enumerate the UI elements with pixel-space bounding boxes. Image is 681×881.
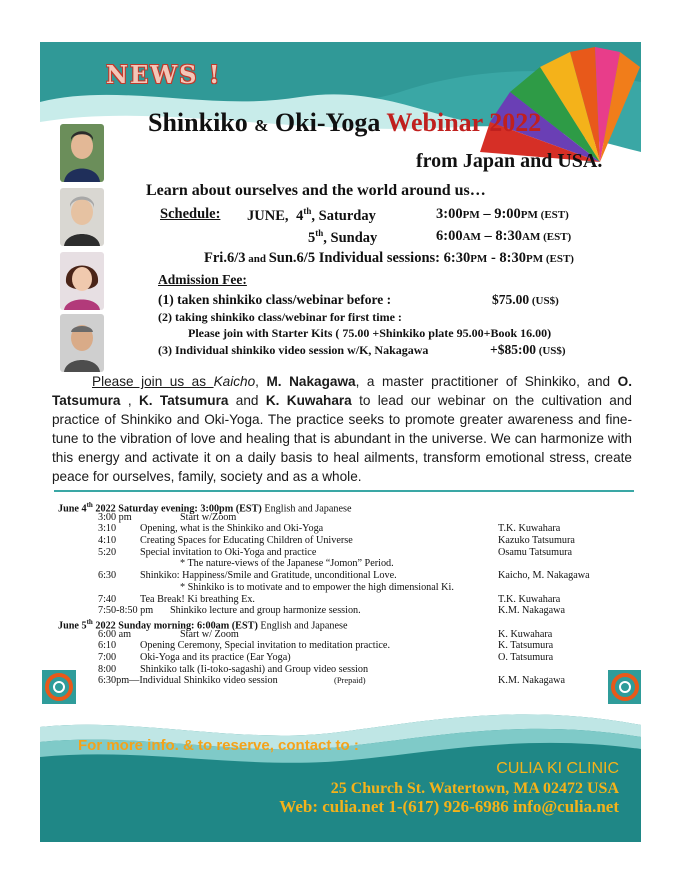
day-heading-date: June 4 bbox=[58, 503, 87, 515]
schedule-item-description: (Prepaid) bbox=[334, 675, 366, 686]
date-weekday: , Saturday bbox=[311, 207, 376, 224]
time-zone: (EST) bbox=[540, 231, 572, 243]
day-heading-suffix: th bbox=[86, 617, 93, 626]
schedule-item-presenter: K. Tatsumura bbox=[498, 640, 554, 652]
time-start: 6:00 bbox=[436, 228, 463, 244]
schedule-item-time: 7:50-8:50 pm bbox=[98, 605, 154, 617]
schedule-item-time: 7:40 bbox=[98, 593, 117, 605]
schedule-item-time: 8:00 bbox=[98, 663, 117, 675]
date-day: 4 bbox=[296, 207, 304, 224]
page-subtitle: from Japan and USA. bbox=[416, 150, 603, 172]
date-suffix: th bbox=[303, 206, 312, 216]
para-kaicho: Kaicho bbox=[213, 374, 256, 389]
day-heading-date: June 5 bbox=[58, 620, 87, 632]
day-heading-suffix: th bbox=[86, 501, 93, 509]
schedule-item-time: 4:10 bbox=[98, 535, 117, 547]
schedule-item-presenter: K.M. Nakagawa bbox=[498, 675, 566, 687]
date-month: JUNE, bbox=[247, 207, 289, 224]
portrait-photo bbox=[60, 124, 104, 182]
fee-price: +$85:00 bbox=[490, 342, 536, 357]
left-ring-icon bbox=[42, 670, 76, 704]
time-meridiem: AM bbox=[522, 231, 541, 243]
title-oki-yoga: Oki-Yoga bbox=[274, 108, 381, 137]
schedule-item-presenter: T.K. Kuwahara bbox=[498, 593, 561, 605]
title-webinar: Webinar 2022 bbox=[386, 108, 542, 137]
time-start: 3:00 bbox=[436, 206, 463, 222]
admission-fee-label: Admission Fee: bbox=[158, 272, 247, 287]
time-end: - 8:30 bbox=[487, 250, 526, 266]
day-heading-time: 2022 Sunday morning: 6:00am (EST) bbox=[92, 620, 258, 632]
schedule-item-presenter: T.K. Kuwahara bbox=[498, 523, 561, 535]
schedule-item-presenter: Kaicho, M. Nakagawa bbox=[498, 570, 590, 582]
poster bbox=[40, 42, 641, 842]
fee-unit: (US$) bbox=[529, 295, 559, 307]
fee-item-2: (2) taking shinkiko class/webinar for first time : bbox=[158, 310, 402, 324]
schedule-row-1-date bbox=[247, 206, 376, 225]
schedule-item bbox=[58, 629, 628, 641]
schedule-item-description: Start w/ Zoom bbox=[180, 628, 239, 640]
schedule-item-time: 3:10 bbox=[98, 523, 117, 535]
schedule-row-2-time bbox=[436, 228, 571, 245]
time-end: – 8:30 bbox=[480, 228, 523, 244]
schedule-item-description: Opening Ceremony, Special invitation to meditation practice. bbox=[140, 640, 390, 652]
schedule-item-time: 5:20 bbox=[98, 546, 117, 558]
schedule-item-description: Shinkiko lecture and group harmonize session. bbox=[170, 605, 361, 617]
title-ampersand: & bbox=[254, 116, 269, 135]
para-text: , a master practitioner of Shinkiko, and bbox=[355, 374, 618, 389]
schedule-item bbox=[58, 523, 628, 535]
schedule-row-1-time bbox=[436, 206, 569, 223]
title-shinkiko: Shinkiko bbox=[148, 108, 248, 137]
schedule-item-presenter: Osamu Tatsumura bbox=[498, 546, 573, 558]
time-meridiem: PM bbox=[525, 253, 544, 265]
day-1-items bbox=[58, 512, 628, 617]
right-ring-icon bbox=[608, 670, 641, 704]
fee-item-1: (1) taken shinkiko class/webinar before : bbox=[158, 292, 392, 307]
schedule-row-1 bbox=[160, 206, 220, 223]
schedule-item-time: 6:10 bbox=[98, 640, 117, 652]
schedule-item bbox=[58, 570, 628, 582]
para-name: K. Kuwahara bbox=[265, 393, 352, 408]
para-name: O. Tatsumura bbox=[52, 374, 633, 408]
schedule-item bbox=[58, 605, 628, 617]
time-zone: (EST) bbox=[537, 209, 569, 221]
schedule-item-description: Special invitation to Oki-Yoga and practice bbox=[140, 546, 317, 558]
session-conjunction: and bbox=[245, 253, 269, 265]
schedule-item-description: Opening, what is the Shinkiko and Oki-Yoga bbox=[140, 523, 324, 535]
fee-item-3: (3) Individual shinkiko video session w/K, Nakagawa bbox=[158, 343, 429, 357]
intro-tagline: Learn about ourselves and the world around us… bbox=[146, 182, 486, 199]
date-weekday: , Sunday bbox=[323, 229, 378, 246]
description-paragraph bbox=[52, 372, 632, 486]
day-heading-time: 2022 Saturday evening: 3:00pm (EST) bbox=[92, 503, 262, 515]
page-title bbox=[148, 108, 541, 138]
individual-sessions-line bbox=[204, 250, 574, 267]
fee-item-3-price bbox=[490, 342, 566, 358]
schedule-item-presenter: K.M. Nakagawa bbox=[498, 605, 566, 617]
time-meridiem: AM bbox=[462, 231, 481, 243]
fee-item-1-price bbox=[492, 292, 559, 308]
schedule-item-time: 6:30pm—Individual Shinkiko video session bbox=[98, 675, 278, 687]
clinic-name: CULIA KI CLINIC bbox=[496, 760, 619, 777]
date-day: 5 bbox=[308, 229, 316, 246]
portrait-photo bbox=[60, 188, 104, 246]
schedule-item-time: 7:00 bbox=[98, 651, 117, 663]
schedule-item-time: 3:00 pm bbox=[98, 511, 132, 523]
para-text: , bbox=[120, 393, 139, 408]
time-meridiem: PM bbox=[520, 209, 538, 221]
para-name: K. Tatsumura bbox=[138, 393, 229, 408]
day-2-heading bbox=[58, 617, 628, 632]
para-text: , bbox=[255, 374, 267, 389]
schedule-item-description: Shinkiko: Happiness/Smile and Gratitude, unconditional Love. bbox=[140, 570, 397, 582]
session-date-fri: Fri.6/3 bbox=[204, 250, 246, 266]
program-schedule bbox=[58, 500, 628, 687]
time-meridiem: PM bbox=[462, 209, 480, 221]
fee-price: $75.00 bbox=[492, 292, 530, 307]
time-end: – 9:00 bbox=[479, 206, 521, 222]
day-heading-language: English and Japanese bbox=[257, 620, 348, 632]
fee-item-2-detail: Please join with Starter Kits ( 75.00 +Shinkiko plate 95.00+Book 16.00) bbox=[188, 326, 552, 340]
portrait-photo bbox=[60, 252, 104, 310]
schedule-item-time: 6:30 bbox=[98, 570, 117, 582]
schedule-label: Schedule: bbox=[160, 206, 221, 222]
time-meridiem: PM bbox=[470, 253, 488, 265]
portrait-photo bbox=[60, 314, 104, 372]
schedule-item-description: * Shinkiko is to motivate and to empower the high dimensional Ki. bbox=[180, 581, 454, 593]
para-text: Please join us as bbox=[92, 374, 214, 389]
section-divider bbox=[54, 490, 634, 492]
clinic-contact-info[interactable]: Web: culia.net 1-(617) 926-6986 info@culia.net bbox=[279, 797, 619, 816]
date-suffix: th bbox=[315, 228, 324, 238]
fee-unit: (US$) bbox=[535, 345, 566, 357]
time-zone: (EST) bbox=[543, 253, 574, 265]
schedule-item-presenter: Kazuko Tatsumura bbox=[498, 535, 575, 547]
schedule-item bbox=[58, 547, 628, 559]
session-date-sun: Sun.6/5 Individual sessions: 6:30 bbox=[268, 250, 471, 266]
para-text: to lead our webinar on the cultivation and practice of Shinkiko and Oki-Yoga. The practice seeks to promote greater awareness and fine-tune to the vibration of love and healing that is abundant in the universe. We can harmonize with this energy and activate it on a daily basis to heal ailments, transform emotional stress, create peace for ourselves, family, society and as a whole. bbox=[52, 393, 632, 484]
schedule-item-time: 6:00 am bbox=[98, 628, 132, 640]
schedule-item-description: * The nature-views of the Japanese “Jomon” Period. bbox=[180, 558, 394, 570]
day-1-heading bbox=[58, 500, 628, 515]
schedule-item-description: Oki-Yoga and its practice (Ear Yoga) bbox=[140, 651, 291, 663]
schedule-item bbox=[58, 582, 628, 594]
para-name: M. Nakagawa bbox=[266, 374, 356, 389]
schedule-item bbox=[58, 594, 628, 606]
schedule-item bbox=[58, 652, 628, 664]
schedule-item-presenter: K. Kuwahara bbox=[498, 628, 553, 640]
schedule-item bbox=[58, 512, 628, 524]
schedule-item-description: Creating Spaces for Educating Children of Universe bbox=[140, 535, 353, 547]
schedule-item-presenter: O. Tatsumura bbox=[498, 651, 554, 663]
schedule-item bbox=[58, 558, 628, 570]
schedule-item bbox=[58, 535, 628, 547]
schedule-item-description: Tea Break! Ki breathing Ex. bbox=[140, 593, 255, 605]
schedule-item-description: Start w/Zoom bbox=[180, 511, 237, 523]
schedule-item bbox=[58, 664, 628, 676]
schedule-item bbox=[58, 640, 628, 652]
news-banner: NEWS ! bbox=[106, 60, 222, 89]
day-2-items bbox=[58, 629, 628, 687]
clinic-address: 25 Church St. Watertown, MA 02472 USA bbox=[330, 780, 619, 797]
schedule-row-2-date bbox=[308, 228, 377, 247]
contact-heading: For more info. & to reserve, contact to : bbox=[78, 737, 359, 754]
schedule-item-description: Shinkiko talk (Ii-toko-sagashi) and Group video session bbox=[140, 663, 369, 675]
para-text: and bbox=[228, 393, 266, 408]
day-heading-language: English and Japanese bbox=[261, 503, 352, 515]
schedule-item bbox=[58, 675, 628, 687]
